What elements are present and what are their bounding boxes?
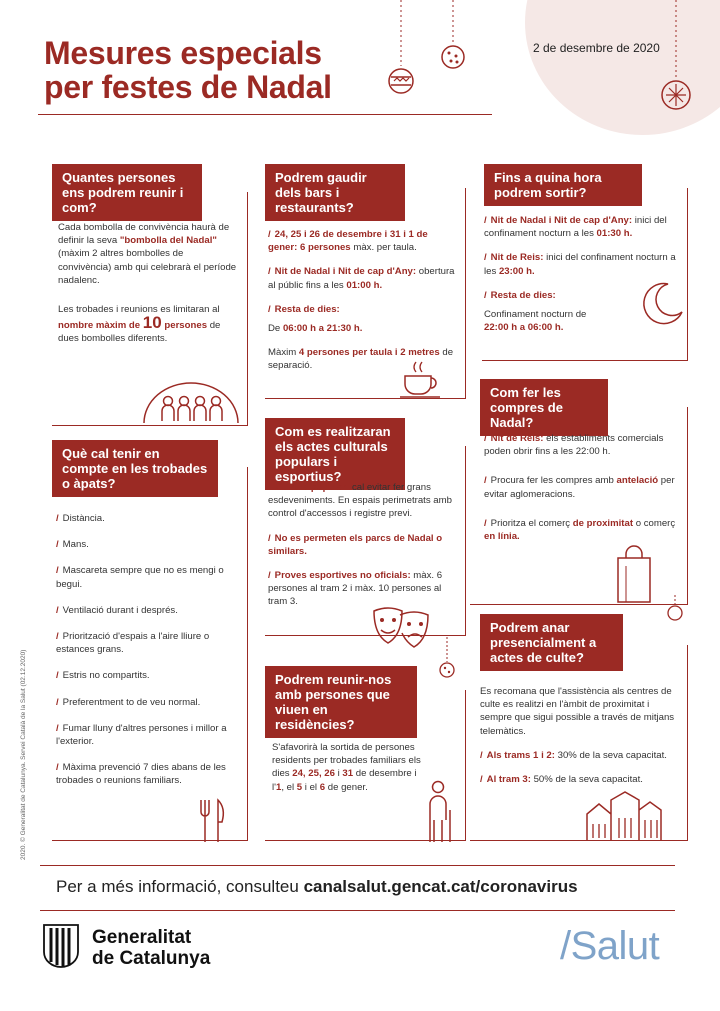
shopping-bag-icon: [613, 546, 655, 604]
list-item: / Mans.: [56, 539, 89, 551]
culte-heading: Podrem anar presencialment a actes de culte?: [480, 614, 623, 671]
trobades-list: [56, 512, 236, 801]
list-item: / Màxima prevenció 7 dies abans de les trobades o reunions familiars.: [56, 762, 226, 787]
cutlery-icon: [198, 798, 228, 844]
residencies-heading: Podrem reunir-nos amb persones que viuen en residències?: [265, 666, 417, 738]
list-item: / Distància.: [56, 513, 105, 524]
culte-text: Es recomana que l'assistència als centres de culte es realitzi en l'àmbit de proximitat i sempre que sigui possible a través de mitjans telemàtics. / Als trams 1 i 2: 30% de la seva capacitat. / Al tram 3: 50% de la seva capacitat.: [480, 686, 675, 786]
list-item: / Mascareta sempre que no es mengi o begui.: [56, 565, 224, 590]
trobades-heading: Què cal tenir en compte en les trobades o àpats?: [52, 440, 218, 497]
culturals-heading: Com es realitzaran els actes culturals populars i esportius?: [265, 418, 405, 490]
bars-heading: Podrem gaudir dels bars i restaurants?: [265, 164, 405, 221]
list-item: / Ventilació durant i després.: [56, 604, 178, 616]
theater-masks-icon: [372, 605, 432, 649]
page-title: [44, 36, 332, 104]
list-item: / Estris no compartits.: [56, 670, 150, 682]
ornament-icon: [665, 595, 685, 625]
generalitat-wordmark: Generalitat de Catalunya: [92, 927, 211, 969]
footer-divider-top: [40, 865, 675, 866]
list-item: / Fumar lluny d'altres persones i millor a l'exterior.: [56, 722, 227, 748]
bombolla-heading: Quantes persones ens podrem reunir i com?: [52, 164, 202, 221]
moon-icon: [638, 282, 684, 328]
title-line-2: per festes de Nadal: [44, 69, 332, 105]
hora-text: / Nit de Nadal i Nit de cap d'Any: inici del confinament nocturn a les 01:30 h. / Nit de Reis: inici del confinament nocturn a les 23:00 h. / Resta de dies: Confinament nocturn de 22:00 h a 06:00 h.: [484, 215, 676, 334]
credit-text: 2020. © Generalitat de Catalunya. Servei Català de la Salut (02.12.2020): [20, 649, 27, 860]
more-info-text: Per a més informació, consulteu canalsalut.gencat.cat/coronavirus: [56, 877, 578, 896]
footer-divider-bottom: [40, 910, 675, 911]
more-info-link[interactable]: canalsalut.gencat.cat/coronavirus: [303, 877, 578, 896]
elderly-person-icon: [424, 780, 456, 844]
bars-text: / 24, 25 i 26 de desembre i 31 i 1 de gener: 6 persones màx. per taula. / Nit de Nadal i Nit de cap d'Any: obertura al públic fins a les 01:00 h. / Resta de dies: De 06:00 h a 21:30 h. Màxim 4 persones per taula i 2 metres de separació.: [268, 229, 455, 372]
salut-logo: /Salut: [560, 924, 660, 968]
title-line-1: Mesures especials: [44, 35, 322, 71]
generalitat-logo-icon: [43, 924, 79, 968]
culturals-text: / Cultura popular: cal evitar fer grans esdeveniments. En espais perimetrats amb control d'accessos i registre previ. / No es permeten els parcs de Nadal o similars. / Proves esportives no oficials: màx. 6 persones al tram 2 i màx. 10 persones al tram 3.: [268, 482, 452, 608]
list-item: / Priorització d'espais a l'aire lliure o estances grans.: [56, 631, 210, 656]
people-group-icon: [138, 381, 244, 425]
title-divider: [38, 114, 492, 115]
coffee-cup-icon: [400, 360, 442, 400]
compres-text: / Nit de Reis: els establiments comercials poden obrir fins a les 22:00 h. / Procura fer les compres amb antelació per evitar aglomeracions. / Prioritza el comerç de proximitat o comerç en línia.: [484, 433, 676, 543]
church-buildings-icon: [585, 790, 663, 842]
ornament-icon: [388, 0, 418, 100]
list-item: / Preferentment to de veu normal.: [56, 696, 201, 708]
residencies-text: S'afavorirà la sortida de persones residents per trobades familiars els dies 24, 25, 26 i 31 de desembre i l'1, el 5 i el 6 de gener.: [272, 742, 421, 793]
snowflake-ornament-icon: [660, 0, 695, 115]
compres-heading: Com fer les compres de Nadal?: [480, 379, 608, 436]
ornament-icon: [440, 0, 470, 75]
ornament-icon: [437, 637, 457, 682]
bombolla-text: Cada bombolla de convivència haurà de definir la seva "bombolla del Nadal" (màxim 2 altres bombolles de convivència) amb qui celebrarà el període nadalenc. Les trobades i reunions es limitaran al nombre màxim de 10 persones de dues bombolles diferents.: [58, 222, 237, 345]
hora-heading: Fins a quina hora podrem sortir?: [484, 164, 642, 206]
date-label: 2 de desembre de 2020: [533, 41, 660, 55]
